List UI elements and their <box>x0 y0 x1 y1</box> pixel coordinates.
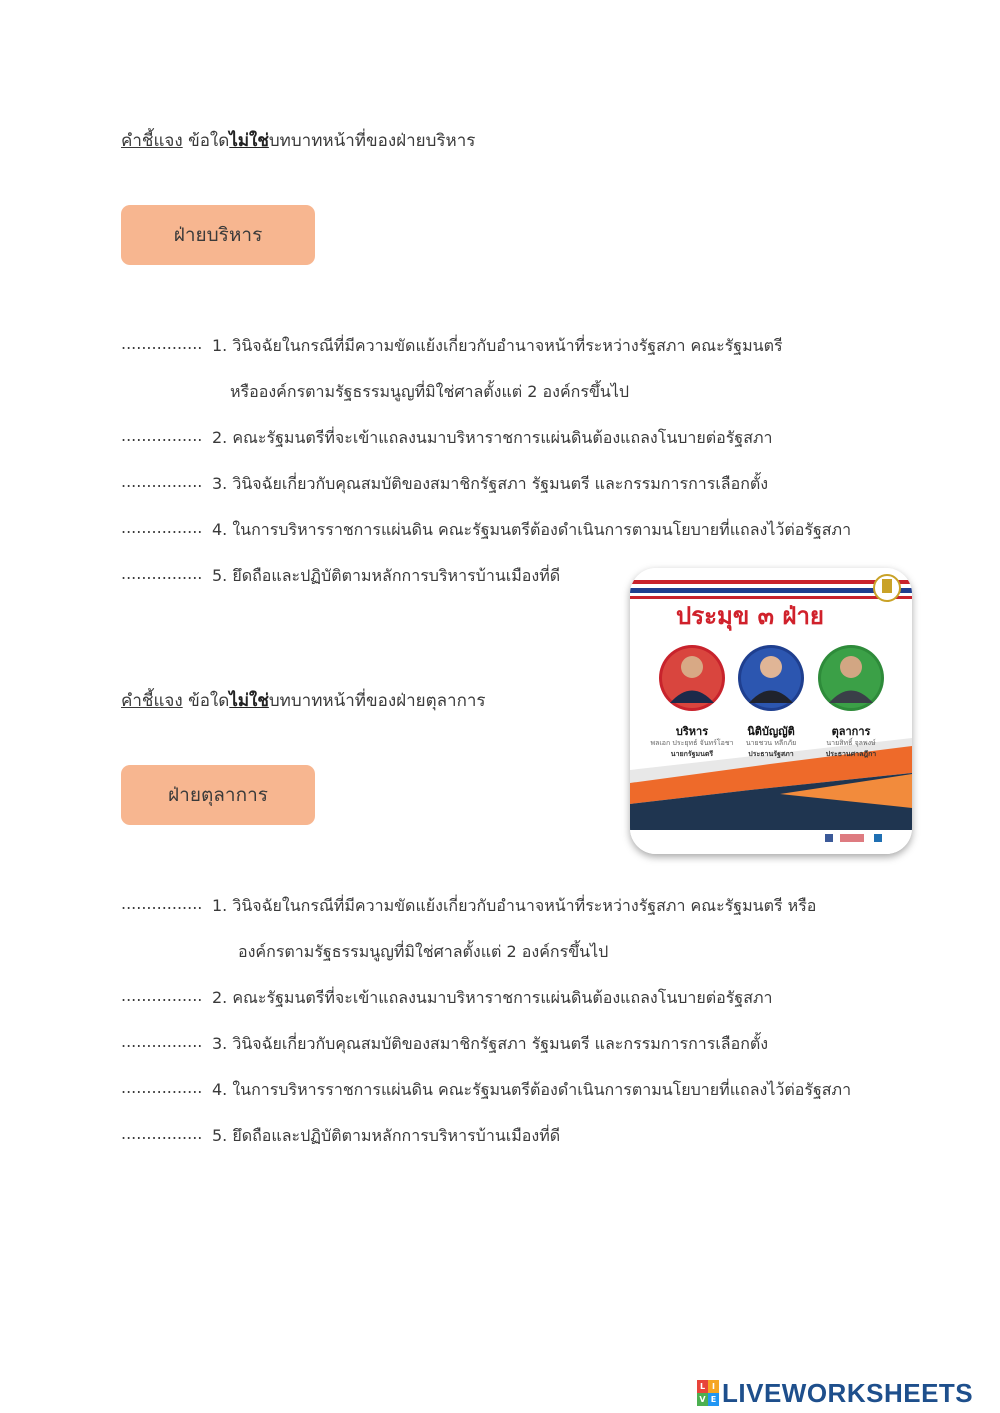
instruction-judicial <box>121 687 486 714</box>
item-continuation: หรือองค์กรตามรัฐธรรมนูญที่มิใช่ศาลตั้งแต่ 2 องค์กรขึ้นไป <box>230 382 630 401</box>
item-text: 1. วินิจฉัยในกรณีที่มีความขัดแย้งเกี่ยวกับอำนาจหน้าที่ระหว่างรัฐสภา คณะรัฐมนตรี <box>212 336 783 355</box>
item-text: 1. วินิจฉัยในกรณีที่มีความขัดแย้งเกี่ยวกับอำนาจหน้าที่ระหว่างรัฐสภา คณะรัฐมนตรี หรือ <box>212 896 817 915</box>
poster-name: นายสิทธิ์ จุลพงษ์ <box>826 739 876 747</box>
badge-letter: I <box>708 1380 719 1393</box>
instruction-executive <box>121 127 475 154</box>
liveworksheets-brand: LIVEWORKSHEETS <box>722 1377 974 1408</box>
item-text: 3. วินิจฉัยเกี่ยวกับคุณสมบัติของสมาชิกรัฐสภา รัฐมนตรี และกรรมการการเลือกตั้ง <box>212 1034 769 1053</box>
answer-blank[interactable]: ................ <box>121 986 203 1005</box>
instruction-post: บทบาทหน้าที่ของฝ่ายตุลาการ <box>268 691 486 711</box>
answer-blank[interactable]: ................ <box>121 1078 203 1097</box>
poster-role: บริหาร <box>675 725 709 738</box>
instruction-label: คำชี้แจง <box>121 691 183 711</box>
poster-title: ประมุข ๓ ฝ่าย <box>676 602 824 630</box>
liveworksheets-badge-icon <box>697 1380 719 1406</box>
instruction-emphasis: ไม่ใช่ <box>229 691 269 711</box>
poster-name: นายชวน หลีกภัย <box>745 739 797 747</box>
item-text: 2. คณะรัฐมนตรีที่จะเข้าแถลงนมาบริหาราชการแผ่นดินต้องแถลงโนบายต่อรัฐสภา <box>212 428 773 447</box>
instruction-post: บทบาทหน้าที่ของฝ่ายบริหาร <box>268 131 476 151</box>
liveworksheets-logo <box>697 1378 973 1408</box>
poster-role: นิติบัญญัติ <box>747 725 795 738</box>
answer-blank[interactable]: ................ <box>121 334 203 353</box>
answer-blank[interactable]: ................ <box>121 472 203 491</box>
answer-blank[interactable]: ................ <box>121 894 203 913</box>
item-text: 2. คณะรัฐมนตรีที่จะเข้าแถลงนมาบริหาราชการแผ่นดินต้องแถลงโนบายต่อรัฐสภา <box>212 988 773 1007</box>
badge-letter: L <box>697 1380 708 1393</box>
poster-position: นายกรัฐมนตรี <box>670 750 714 758</box>
item-text: 4. ในการบริหารราชการแผ่นดิน คณะรัฐมนตรีต้องดำเนินการตามนโยบายที่แถลงไว้ต่อรัฐสภา <box>212 520 852 539</box>
badge-letter: E <box>708 1393 719 1406</box>
item-text: 4. ในการบริหารราชการแผ่นดิน คณะรัฐมนตรีต้องดำเนินการตามนโยบายที่แถลงไว้ต่อรัฐสภา <box>212 1080 852 1099</box>
answer-blank[interactable]: ................ <box>121 564 203 583</box>
item-text: 3. วินิจฉัยเกี่ยวกับคุณสมบัติของสมาชิกรัฐสภา รัฐมนตรี และกรรมการการเลือกตั้ง <box>212 474 769 493</box>
answer-blank[interactable]: ................ <box>121 1124 203 1143</box>
answer-blank[interactable]: ................ <box>121 518 203 537</box>
instruction-label: คำชี้แจง <box>121 131 183 151</box>
answer-blank[interactable]: ................ <box>121 426 203 445</box>
heading-judicial: ฝ่ายตุลาการ <box>121 765 315 825</box>
item-text: 5. ยึดถือและปฏิบัติตามหลักการบริหารบ้านเมืองที่ดี <box>212 1126 561 1145</box>
poster-position: ประธานศาลฎีกา <box>825 750 877 758</box>
item-continuation: องค์กรตามรัฐธรรมนูญที่มิใช่ศาลตั้งแต่ 2 องค์กรขึ้นไป <box>238 942 609 961</box>
poster-name: พลเอก ประยุทธ์ จันทร์โอชา <box>650 739 734 747</box>
instruction-pre: ข้อใด <box>182 691 230 711</box>
badge-letter: V <box>697 1393 708 1406</box>
answer-blank[interactable]: ................ <box>121 1032 203 1051</box>
poster-role: ตุลาการ <box>831 725 871 738</box>
poster-three-branches <box>630 568 912 854</box>
item-text: 5. ยึดถือและปฏิบัติตามหลักการบริหารบ้านเมืองที่ดี <box>212 566 561 585</box>
poster-position: ประธานรัฐสภา <box>748 750 794 758</box>
heading-executive: ฝ่ายบริหาร <box>121 205 315 265</box>
instruction-emphasis: ไม่ใช่ <box>229 131 269 151</box>
instruction-pre: ข้อใด <box>182 131 230 151</box>
